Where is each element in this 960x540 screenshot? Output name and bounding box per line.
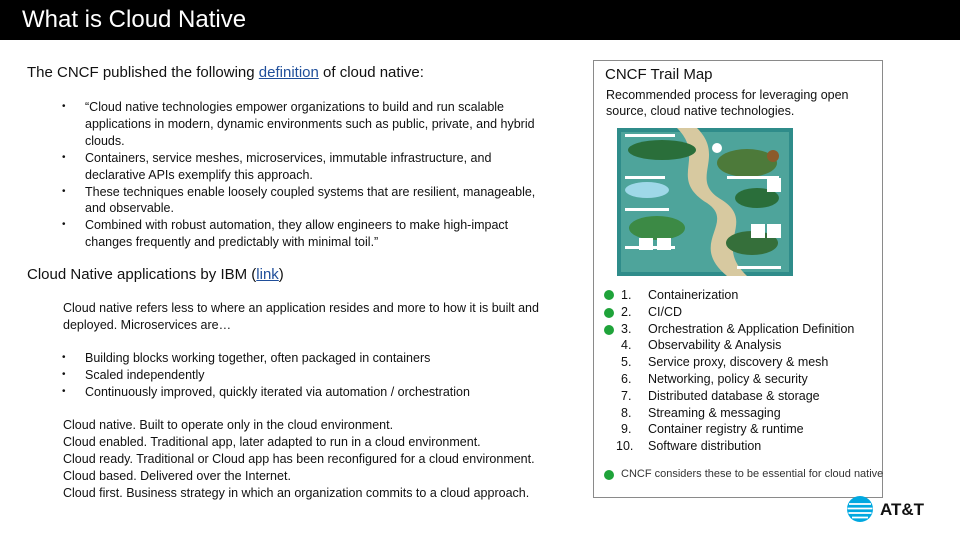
step-label: Observability & Analysis	[648, 338, 782, 353]
list-item	[621, 388, 881, 405]
list-item	[621, 421, 881, 438]
cloud-definitions	[63, 417, 583, 502]
att-globe-icon	[846, 495, 874, 523]
definition-line: Cloud native. Built to operate only in the cloud environment.	[63, 418, 394, 432]
step-number: 5.	[621, 355, 632, 370]
trail-map-title: CNCF Trail Map	[605, 66, 713, 83]
ibm-heading-by: by IBM (	[196, 266, 257, 283]
list-item: • “Cloud native technologies empower organizations to build and run scalable applications in modern, dynamic environments such as public, private, and hybrid clouds.	[62, 99, 552, 150]
list-item	[621, 354, 881, 371]
list-item: • Continuously improved, quickly iterated via automation / orchestration	[62, 384, 562, 401]
definition-line: Cloud enabled. Traditional app, later adapted to run in a cloud environment.	[63, 435, 481, 449]
ibm-link[interactable]: link	[256, 266, 279, 283]
list-item	[621, 321, 881, 338]
step-number: 2.	[621, 304, 632, 319]
essential-marker	[604, 290, 614, 300]
step-label: Orchestration & Application Definition	[648, 321, 855, 336]
list-item: • Building blocks working together, often packaged in containers	[62, 350, 562, 367]
list-item	[621, 337, 881, 354]
list-item: • Scaled independently	[62, 367, 562, 384]
legend-text: CNCF considers these to be essential for cloud native	[621, 468, 884, 480]
list-item	[621, 405, 881, 422]
step-number: 6.	[621, 371, 632, 386]
microservices-list	[62, 350, 562, 401]
list-item	[621, 287, 881, 304]
ibm-heading-text: Cloud Native applications	[27, 266, 197, 283]
list-item: • These techniques enable loosely coupled systems that are resilient, manageable, and observable.	[62, 184, 552, 218]
ibm-heading	[27, 266, 284, 283]
list-item	[621, 371, 881, 388]
page-title: What is Cloud Native	[22, 6, 247, 33]
cncf-intro-before: The CNCF published the following	[27, 64, 259, 81]
cncf-definition-list	[62, 99, 552, 251]
step-number: 9.	[621, 422, 632, 437]
essential-marker	[604, 325, 614, 335]
definition-line: Cloud based. Delivered over the Internet.	[63, 469, 291, 483]
step-label: Streaming & messaging	[648, 405, 781, 420]
list-item: • Combined with robust automation, they allow engineers to make high-impact changes frequently and predictably with minimal toil.”	[62, 217, 552, 251]
essential-marker	[604, 308, 614, 318]
step-label: Software distribution	[648, 439, 762, 454]
list-item: • Containers, service meshes, microservices, immutable infrastructure, and declarative APIs exemplify this approach.	[62, 150, 552, 184]
trail-map-image[interactable]	[617, 128, 793, 276]
definition-line: Cloud ready. Traditional or Cloud app has been reconfigured for a cloud environment.	[63, 452, 535, 466]
step-label: Service proxy, discovery & mesh	[648, 355, 829, 370]
list-item	[616, 438, 881, 455]
step-label: Container registry & runtime	[648, 422, 804, 437]
list-item	[621, 304, 881, 321]
ibm-heading-after: )	[278, 266, 284, 283]
step-label: Containerization	[648, 288, 739, 302]
step-label: CI/CD	[648, 304, 683, 319]
step-number: 10.	[616, 439, 634, 454]
trail-steps-list	[616, 287, 881, 455]
step-label: Distributed database & storage	[648, 388, 820, 403]
step-number: 7.	[621, 388, 632, 403]
att-logo-text: AT&T	[880, 500, 925, 519]
cncf-intro-after: of cloud native:	[318, 64, 424, 81]
step-number: 1.	[621, 288, 632, 302]
cncf-intro	[27, 64, 424, 81]
step-number: 8.	[621, 405, 632, 420]
step-number: 4.	[621, 338, 632, 353]
ibm-intro: Cloud native refers less to where an application resides and more to how it is built and deployed. Microservices are…	[63, 301, 539, 332]
definition-line: Cloud first. Business strategy in which an organization commits to a cloud approach.	[63, 486, 530, 500]
trail-map-subtitle: Recommended process for leveraging open source, cloud native technologies.	[606, 88, 849, 118]
step-label: Networking, policy & security	[648, 371, 808, 386]
definition-link[interactable]: definition	[258, 64, 319, 81]
step-number: 3.	[621, 321, 632, 336]
title-bar	[0, 0, 960, 40]
legend-marker	[604, 470, 614, 480]
